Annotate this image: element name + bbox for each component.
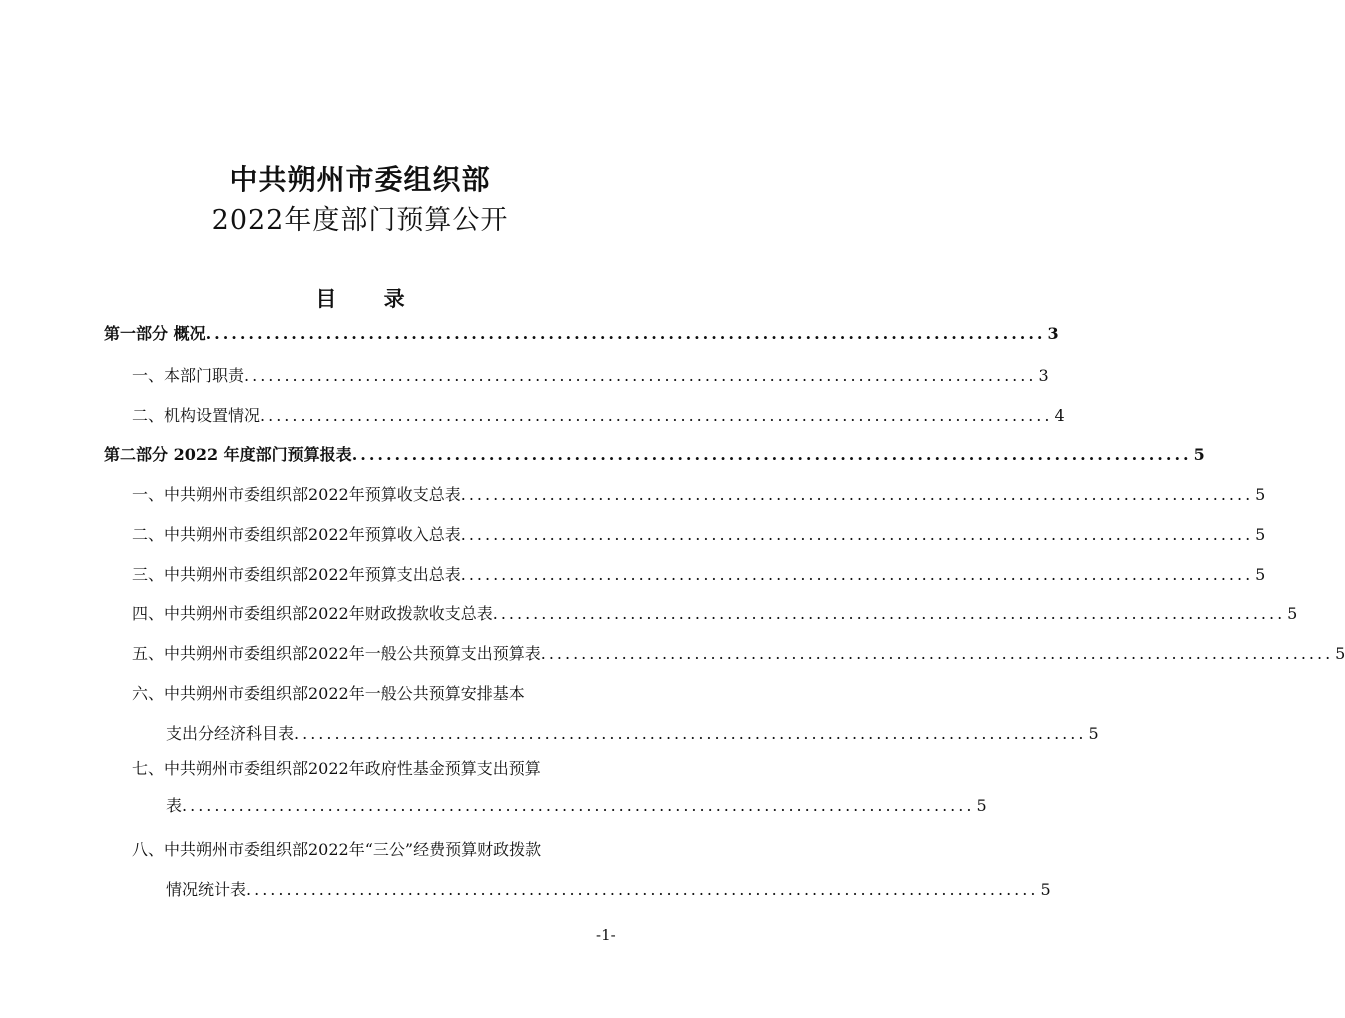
toc-entry[interactable]: 八、中共朔州市委组织部2022年“三公”经费预算财政拨款 [132, 840, 542, 859]
document-title: 中共朔州市委组织部 [229, 163, 491, 196]
toc-entry[interactable]: 三、中共朔州市委组织部2022年预算支出总表 .................................................................................................. 5 [132, 565, 1266, 584]
toc-entry[interactable]: 五、中共朔州市委组织部2022年一般公共预算支出预算表 .................................................................................................. 5 [132, 644, 1345, 663]
toc-entry[interactable]: 一、中共朔州市委组织部2022年预算收支总表 .................................................................................................. 5 [132, 485, 1266, 504]
page-number: -1- [596, 926, 616, 944]
toc-entry[interactable]: 二、机构设置情况 .................................................................................................. 4 [132, 406, 1065, 425]
toc-entry[interactable]: 二、中共朔州市委组织部2022年预算收入总表 .................................................................................................. 5 [132, 525, 1266, 544]
toc-entry[interactable]: 七、中共朔州市委组织部2022年政府性基金预算支出预算 [132, 759, 541, 778]
toc-entry[interactable]: 六、中共朔州市委组织部2022年一般公共预算安排基本 [132, 684, 525, 703]
document-subtitle: 2022年度部门预算公开 [211, 205, 509, 236]
toc-entry[interactable]: 四、中共朔州市委组织部2022年财政拨款收支总表 .................................................................................................. 5 [132, 604, 1298, 623]
toc-entry[interactable]: 一、本部门职责 .................................................................................................. 3 [132, 366, 1049, 385]
toc-entry-continuation[interactable]: 表 .................................................................................................. 5 [166, 796, 987, 815]
toc-entry-part-one[interactable]: 第一部分 概况 .................................................................................................. 3 [104, 324, 1059, 343]
toc-entry-continuation[interactable]: 情况统计表 .................................................................................................. 5 [166, 880, 1051, 899]
toc-heading: 目 录 [315, 286, 425, 311]
toc-entry-part-two[interactable]: 第二部分 2022 年度部门预算报表 .................................................................................................. 5 [104, 445, 1205, 464]
toc-entry-continuation[interactable]: 支出分经济科目表 .................................................................................................. 5 [166, 724, 1099, 743]
